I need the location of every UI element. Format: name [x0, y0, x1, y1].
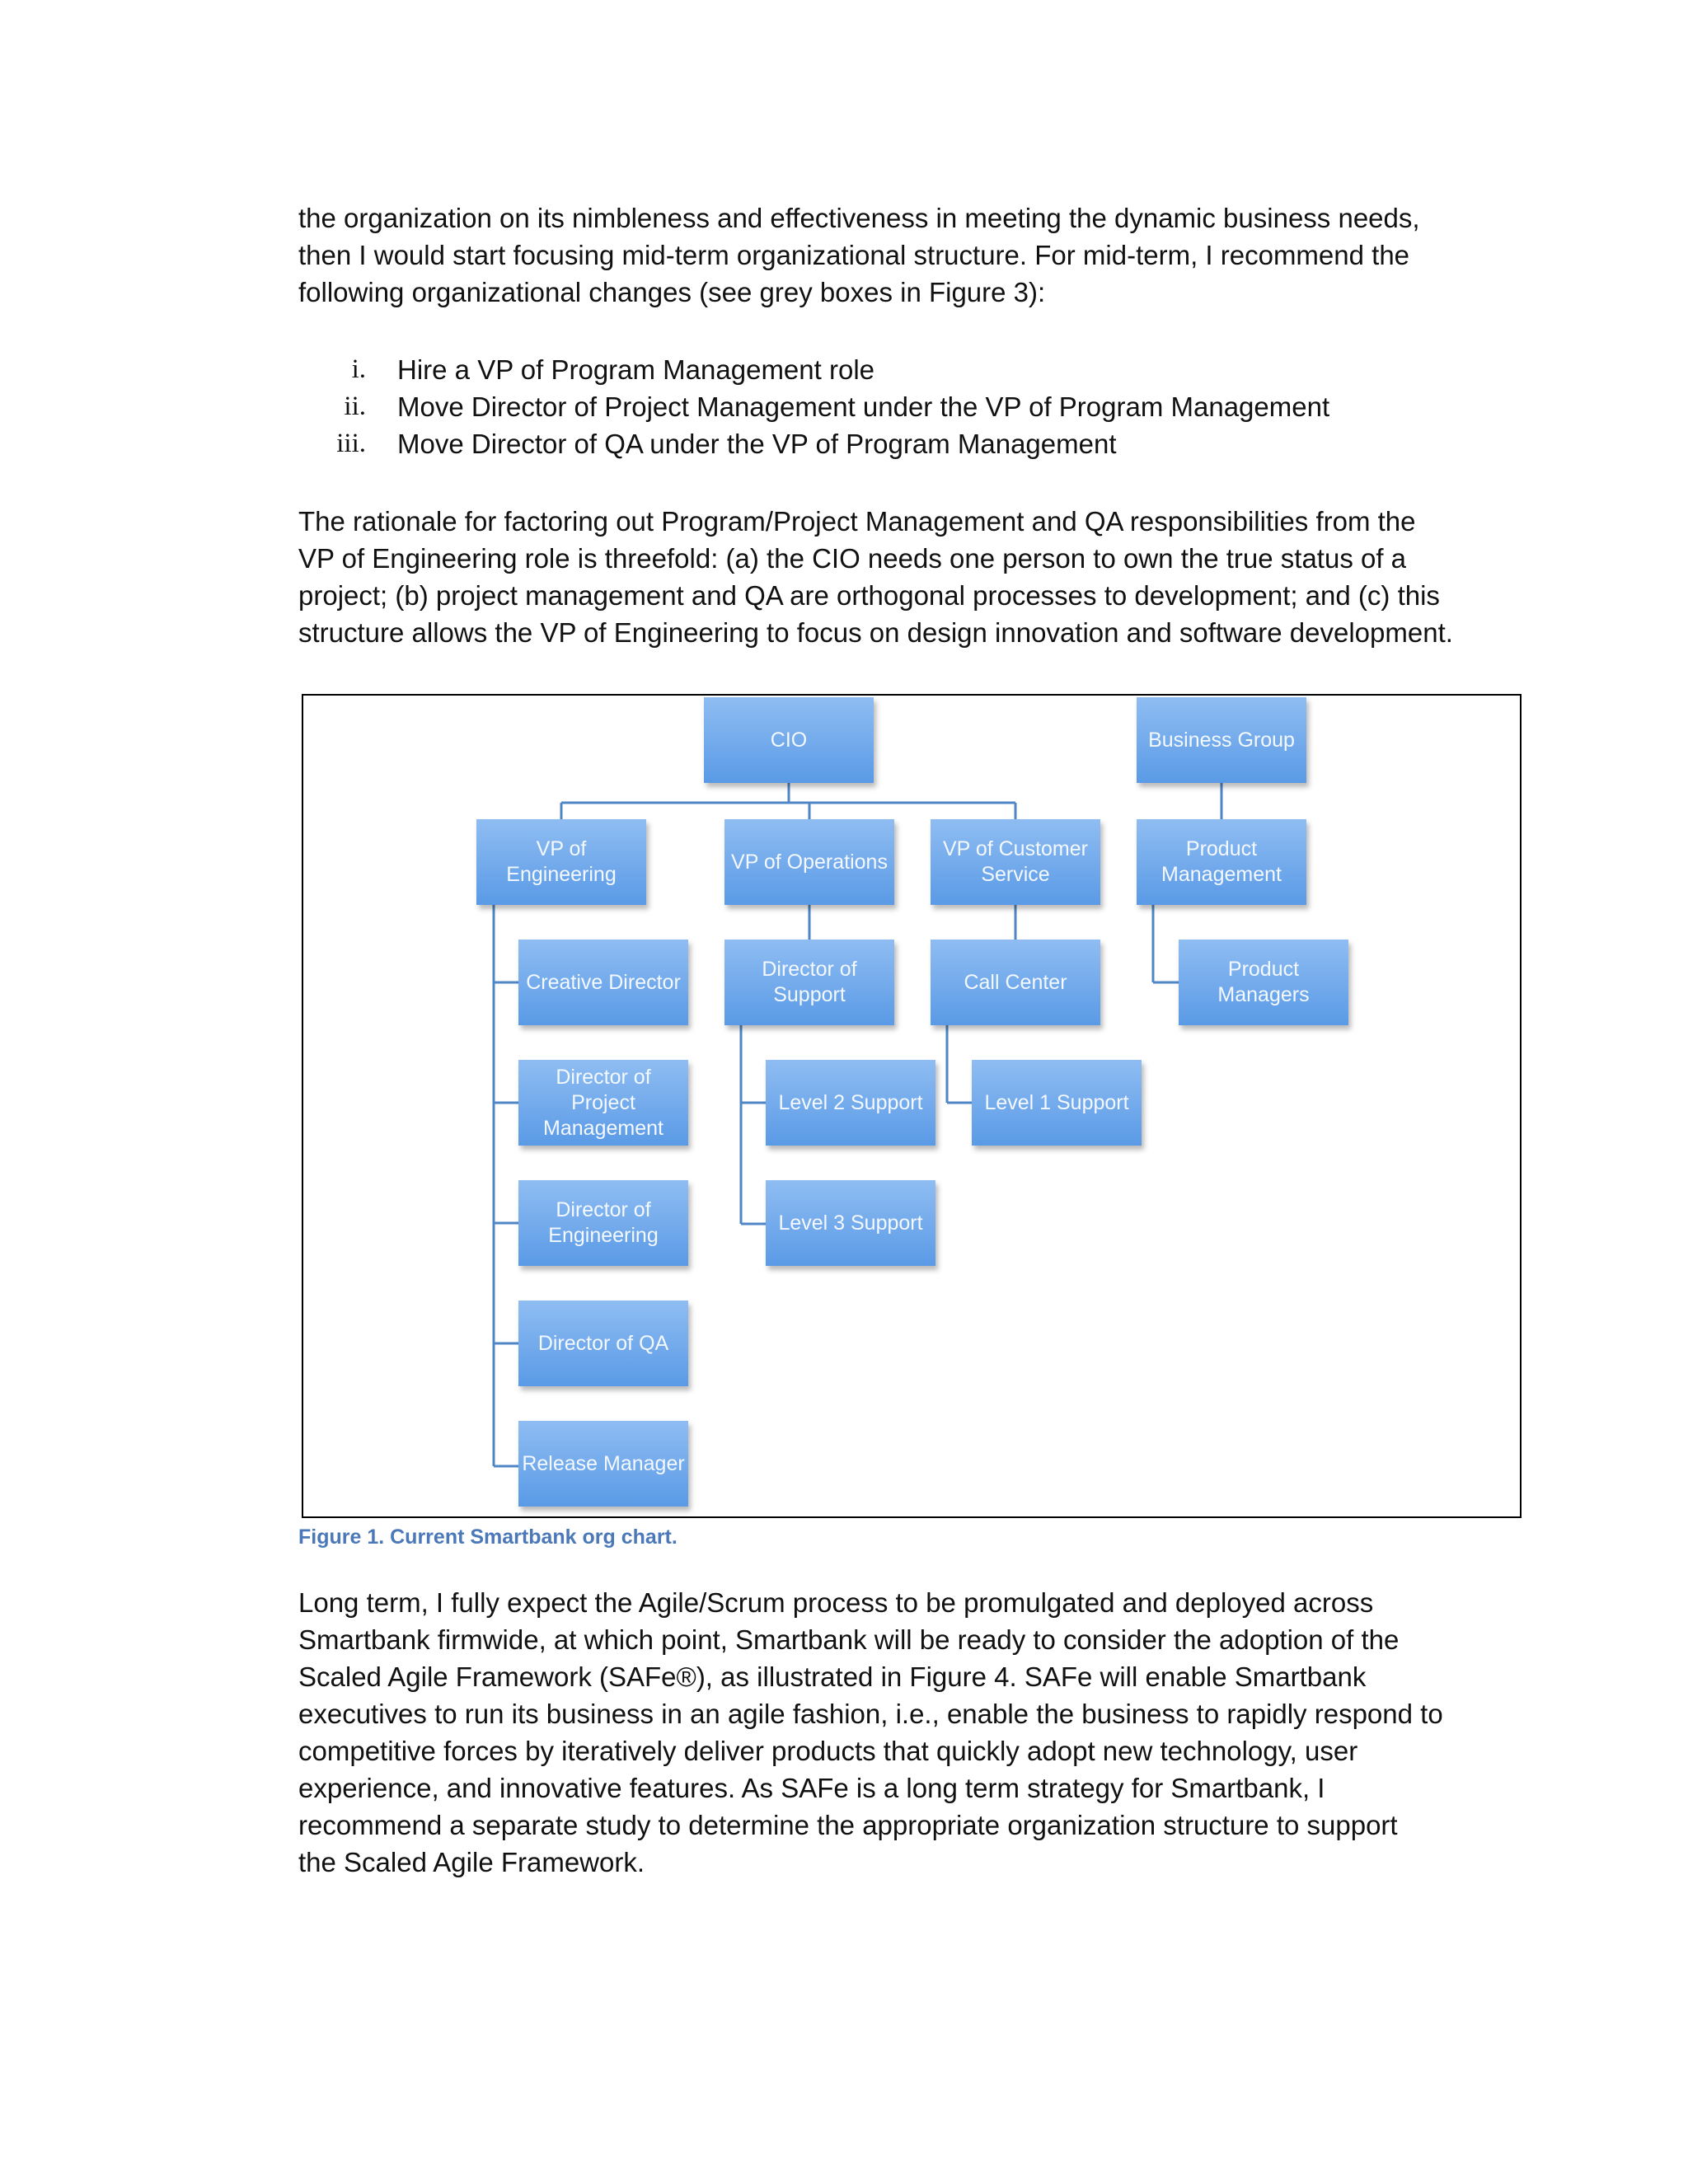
list-marker: i.	[351, 354, 366, 384]
list-item-text: Hire a VP of Program Management role	[397, 354, 874, 385]
node-vp-operations: VP of Operations	[724, 819, 894, 905]
text-line: Long term, I fully expect the Agile/Scrum process to be promulgated and deployed across	[298, 1587, 1374, 1618]
node-creative-director: Creative Director	[518, 940, 688, 1025]
figure-caption: Figure 1. Current Smartbank org chart.	[298, 1526, 678, 1549]
text-line: the Scaled Agile Framework.	[298, 1847, 645, 1877]
node-level1-support: Level 1 Support	[972, 1060, 1142, 1146]
text-line: following organizational changes (see grey boxes in Figure 3):	[298, 277, 1046, 307]
node-level3-support: Level 3 Support	[766, 1180, 935, 1266]
node-vp-engineering: VP of Engineering	[476, 819, 646, 905]
text-line: VP of Engineering role is threefold: (a) the CIO needs one person to own the true status of a	[298, 543, 1407, 574]
node-director-qa: Director of QA	[518, 1301, 688, 1386]
text-line: the organization on its nimbleness and effectiveness in meeting the dynamic business needs,	[298, 203, 1420, 233]
node-vp-customer-service: VP of Customer Service	[931, 819, 1100, 905]
node-call-center: Call Center	[931, 940, 1100, 1025]
text-line: structure allows the VP of Engineering to focus on design innovation and software development.	[298, 617, 1453, 648]
recommendation-list	[298, 351, 1535, 462]
text-line: experience, and innovative features. As SAFe is a long term strategy for Smartbank, I	[298, 1773, 1325, 1803]
rationale-paragraph	[298, 503, 1535, 651]
text-line: Scaled Agile Framework (SAFe®), as illustrated in Figure 4. SAFe will enable Smartbank	[298, 1661, 1367, 1692]
node-director-project-management: Director of Project Management	[518, 1060, 688, 1146]
node-cio: CIO	[704, 697, 874, 783]
list-marker: iii.	[336, 429, 366, 458]
text-line: competitive forces by iteratively deliver products that quickly adopt new technology, user	[298, 1736, 1358, 1766]
text-line: then I would start focusing mid-term organizational structure. For mid-term, I recommend the	[298, 240, 1410, 270]
org-chart-figure	[302, 694, 1522, 1518]
text-line: The rationale for factoring out Program/Project Management and QA responsibilities from the	[298, 506, 1416, 537]
list-item-text: Move Director of Project Management under the VP of Program Management	[397, 391, 1330, 422]
text-line: executives to run its business in an agile fashion, i.e., enable the business to rapidly respond to	[298, 1699, 1443, 1729]
text-line: project; (b) project management and QA are orthogonal processes to development; and (c) this	[298, 580, 1440, 611]
node-release-manager: Release Manager	[518, 1421, 688, 1507]
text-line: Smartbank firmwide, at which point, Smartbank will be ready to consider the adoption of the	[298, 1624, 1400, 1655]
intro-paragraph	[298, 199, 1535, 311]
node-director-support: Director of Support	[724, 940, 894, 1025]
list-marker: ii.	[344, 391, 366, 421]
list-item	[298, 425, 1535, 462]
node-product-managers: Product Managers	[1179, 940, 1348, 1025]
text-line: recommend a separate study to determine the appropriate organization structure to support	[298, 1810, 1398, 1840]
list-item	[298, 388, 1535, 425]
longterm-paragraph	[298, 1584, 1535, 1881]
node-product-management: Product Management	[1137, 819, 1306, 905]
list-item	[298, 351, 1535, 388]
node-level2-support: Level 2 Support	[766, 1060, 935, 1146]
list-item-text: Move Director of QA under the VP of Program Management	[397, 429, 1117, 459]
node-director-engineering: Director of Engineering	[518, 1180, 688, 1266]
node-business-group: Business Group	[1137, 697, 1306, 783]
